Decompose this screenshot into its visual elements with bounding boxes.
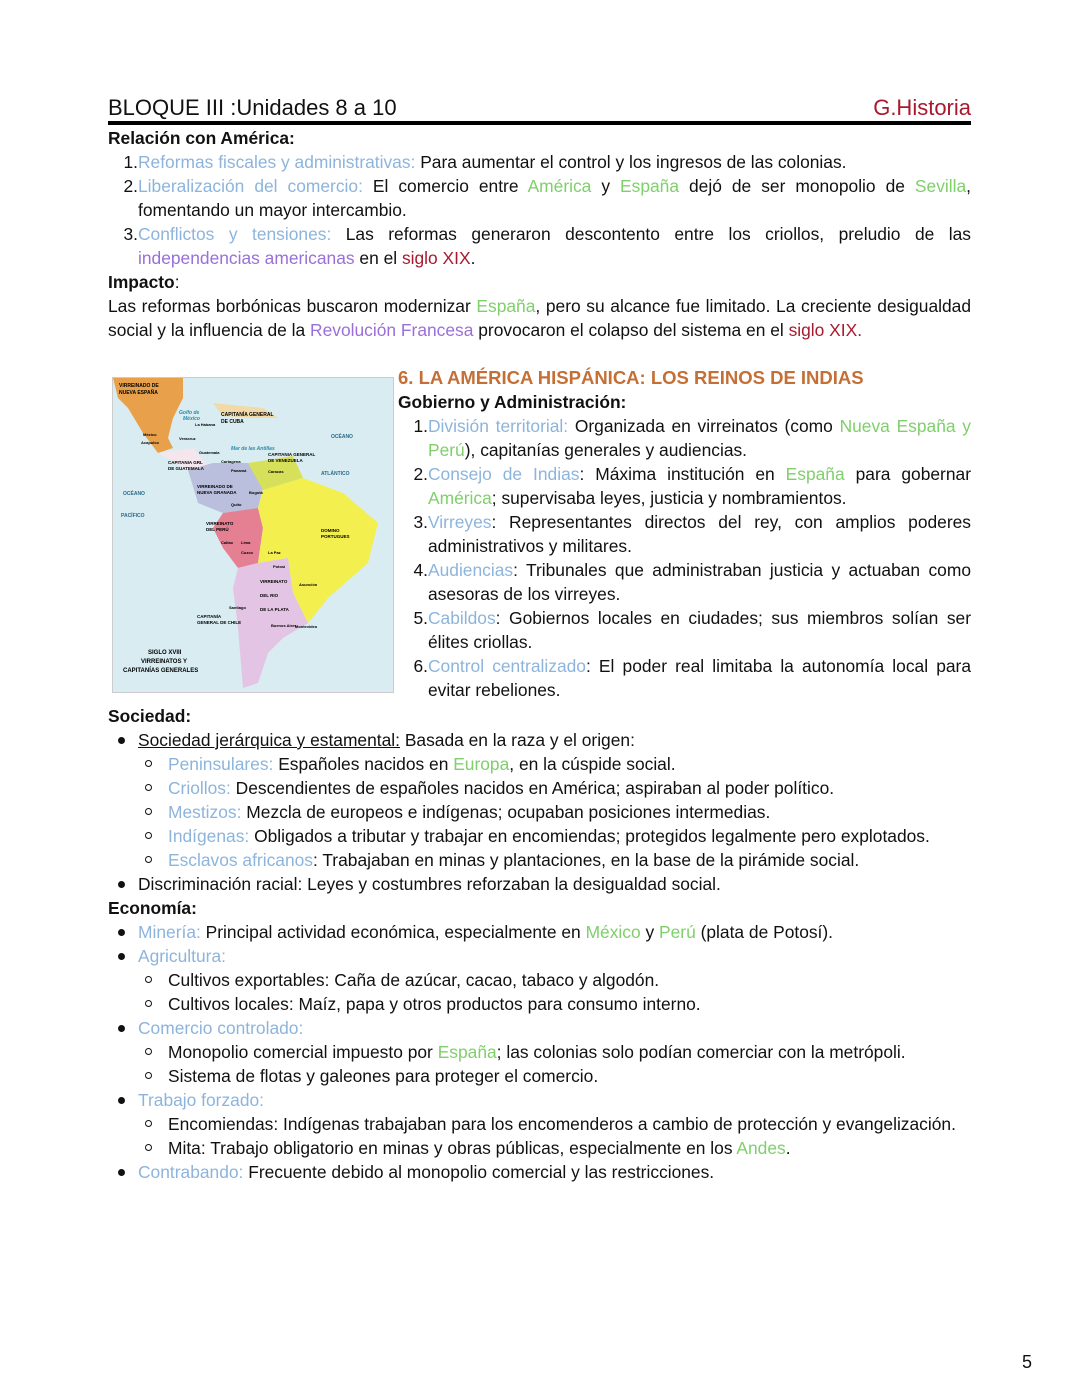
text-segment: Monopolio comercial impuesto por bbox=[168, 1042, 438, 1062]
map-label: CAPITANÍA GENERAL bbox=[221, 412, 274, 418]
highlighted-term: Control centralizado bbox=[428, 656, 586, 676]
map-city: Acapulco bbox=[141, 440, 160, 445]
list-item bbox=[108, 222, 971, 270]
text-segment: . bbox=[785, 1138, 791, 1158]
item-text bbox=[138, 150, 971, 174]
text-segment: : Tribunales que administraban justicia y actuaban como asesoras de los virreyes. bbox=[428, 560, 971, 604]
highlighted-term: División territorial: bbox=[428, 416, 569, 436]
highlighted-term: Reformas fiscales y administrativas: bbox=[138, 152, 416, 172]
text-segment: Cultivos exportables: Caña de azúcar, cacao, tabaco y algodón. bbox=[168, 970, 660, 990]
text-segment: Cultivos locales: Maíz, papa y otros productos para consumo interno. bbox=[168, 994, 701, 1014]
map-label: PORTUGUES bbox=[321, 534, 350, 539]
text-segment: en el bbox=[354, 248, 402, 268]
list-item bbox=[108, 174, 971, 222]
economia-heading: Economía: bbox=[108, 898, 197, 918]
item-text bbox=[138, 944, 971, 968]
item-text bbox=[138, 1088, 971, 1112]
map-title: CAPITANÍAS GENERALES bbox=[123, 668, 199, 674]
map-label: DE LA PLATA bbox=[260, 607, 289, 612]
bullet-icon bbox=[108, 920, 138, 944]
text-segment: Las reformas borbónicas buscaron modernizar bbox=[108, 296, 477, 316]
bullet-icon bbox=[108, 1160, 138, 1184]
highlighted-term: siglo XIX. bbox=[788, 320, 863, 340]
header-subject: G.Historia bbox=[873, 95, 971, 120]
text-segment: y bbox=[640, 922, 660, 942]
relacion-heading: Relación con América: bbox=[108, 128, 295, 148]
map-city: Asunción bbox=[299, 582, 318, 587]
impacto-heading: Impacto bbox=[108, 272, 175, 292]
text-segment: Obligados a tributar y trabajar en encomiendas; protegidos legalmente pero explotados. bbox=[249, 826, 930, 846]
text-segment: Españoles nacidos en bbox=[273, 754, 454, 774]
map-label: DEL RIO bbox=[260, 593, 279, 598]
highlighted-term: siglo XIX bbox=[401, 248, 471, 268]
header-rule bbox=[108, 121, 971, 125]
map-city: Callao bbox=[221, 540, 234, 545]
item-text bbox=[138, 920, 971, 944]
item-text bbox=[168, 1112, 971, 1136]
text-segment: : El poder real limitaba la autonomía local para evitar rebeliones. bbox=[428, 656, 971, 700]
item-text bbox=[428, 462, 971, 510]
text-segment: Organizada en virreinatos (como bbox=[568, 416, 840, 436]
map-label: CAPITANÍA bbox=[197, 614, 222, 619]
list-item bbox=[108, 944, 971, 968]
map-label: ATLÁNTICO bbox=[321, 471, 350, 477]
highlighted-term: España bbox=[785, 464, 845, 484]
text-segment: . bbox=[470, 248, 476, 268]
bullet-icon bbox=[108, 728, 138, 752]
item-text bbox=[428, 558, 971, 606]
highlighted-term: Virreyes bbox=[428, 512, 492, 532]
highlighted-term: Esclavos africanos bbox=[168, 850, 313, 870]
list-item bbox=[108, 848, 971, 872]
item-text bbox=[428, 654, 971, 702]
item-text bbox=[138, 872, 971, 896]
list-item bbox=[108, 1064, 971, 1088]
list-item bbox=[108, 824, 971, 848]
list-item bbox=[398, 462, 971, 510]
text-segment: provocaron el colapso del sistema en el bbox=[473, 320, 789, 340]
map-image bbox=[113, 378, 393, 692]
section-6 bbox=[398, 366, 971, 702]
text-segment: ; las colonias solo podían comerciar con la metrópoli. bbox=[496, 1042, 906, 1062]
list-item bbox=[108, 920, 971, 944]
map-city: Lima bbox=[241, 540, 251, 545]
circle-bullet-icon bbox=[108, 968, 168, 992]
highlighted-term: Cabildos bbox=[428, 608, 496, 628]
section-6-heading: 6. LA AMÉRICA HISPÁNICA: LOS REINOS DE INDIAS bbox=[398, 367, 864, 388]
highlighted-term: Sociedad jerárquica y estamental: bbox=[138, 730, 400, 750]
highlighted-term: Andes bbox=[736, 1138, 786, 1158]
map-title: VIRREINATOS Y bbox=[141, 659, 188, 665]
item-text bbox=[168, 992, 971, 1016]
map-city: Cuzco bbox=[241, 550, 253, 555]
list-item bbox=[108, 1088, 971, 1112]
bullet-icon bbox=[108, 1016, 138, 1040]
map-city: La Paz bbox=[268, 550, 281, 555]
item-text bbox=[138, 1160, 971, 1184]
text-segment: Frecuente debido al monopolio comercial y las restricciones. bbox=[243, 1162, 715, 1182]
circle-bullet-icon bbox=[108, 824, 168, 848]
list-item bbox=[108, 776, 971, 800]
text-segment: Mezcla de europeos e indígenas; ocupaban posiciones intermedias. bbox=[241, 802, 771, 822]
text-segment: : Trabajaban en minas y plantaciones, en la base de la pirámide social. bbox=[312, 850, 860, 870]
text-segment: Sistema de flotas y galeones para proteger el comercio. bbox=[168, 1066, 599, 1086]
map-city: México bbox=[143, 432, 157, 437]
list-item bbox=[108, 992, 971, 1016]
text-segment: (plata de Potosí). bbox=[695, 922, 834, 942]
map-label: México bbox=[183, 416, 200, 422]
text-segment: Principal actividad económica, especialmente en bbox=[200, 922, 586, 942]
circle-bullet-icon bbox=[108, 992, 168, 1016]
circle-bullet-icon bbox=[108, 1064, 168, 1088]
map-label: DOMINO bbox=[321, 528, 340, 533]
map-city: Bogotá bbox=[249, 490, 263, 495]
highlighted-term: España bbox=[620, 176, 680, 196]
item-text bbox=[168, 848, 971, 872]
map-label: VIRREINATO bbox=[260, 579, 288, 584]
list-item bbox=[398, 510, 971, 558]
item-number: 2. bbox=[413, 464, 428, 484]
highlighted-term: Conflictos y tensiones: bbox=[138, 224, 332, 244]
highlighted-term: Minería: bbox=[138, 922, 201, 942]
text-segment: : Gobiernos locales en ciudades; sus miembros solían ser élites criollas. bbox=[428, 608, 971, 652]
list-item bbox=[398, 414, 971, 462]
list-item bbox=[108, 1160, 971, 1184]
map-label: NUEVA GRANADA bbox=[197, 490, 237, 495]
circle-bullet-icon bbox=[108, 1112, 168, 1136]
list-item bbox=[108, 800, 971, 824]
map-label: DE GUATEMALA bbox=[168, 466, 204, 471]
map-title: SIGLO XVIII bbox=[148, 650, 182, 656]
map-label: OCÉANO bbox=[331, 434, 353, 440]
circle-bullet-icon bbox=[108, 848, 168, 872]
text-segment: Descendientes de españoles nacidos en América; aspiraban al poder político. bbox=[230, 778, 835, 798]
text-segment: Discriminación racial: Leyes y costumbres reforzaban la desigualdad social. bbox=[138, 874, 721, 894]
list-item bbox=[108, 728, 971, 752]
item-text bbox=[138, 222, 971, 270]
map-city: La Habana bbox=[195, 422, 216, 427]
map-label: VIRREINADO DE bbox=[197, 484, 233, 489]
list-item bbox=[108, 968, 971, 992]
map-city: Caracas bbox=[268, 469, 284, 474]
circle-bullet-icon bbox=[108, 1040, 168, 1064]
map-city: Montevideo bbox=[295, 624, 318, 629]
page-header bbox=[108, 95, 971, 121]
circle-bullet-icon bbox=[108, 1136, 168, 1160]
map-label: OCÉANO bbox=[123, 491, 145, 497]
text-segment: El comercio entre bbox=[362, 176, 528, 196]
map-city: Santiago bbox=[229, 605, 246, 610]
map-city: Panamá bbox=[231, 468, 247, 473]
map-city: Quito bbox=[231, 502, 242, 507]
item-text bbox=[168, 1040, 971, 1064]
highlighted-term: Contrabando: bbox=[138, 1162, 244, 1182]
map-virreinatos bbox=[112, 377, 394, 693]
text-segment: : Representantes directos del rey, con amplios poderes administrativos y militares. bbox=[428, 512, 971, 556]
highlighted-term: Nueva España y Perú bbox=[428, 416, 971, 460]
list-item bbox=[108, 872, 971, 896]
item-number: 3. bbox=[123, 224, 138, 244]
item-number: 1. bbox=[123, 152, 138, 172]
map-label: NUEVA ESPAÑA bbox=[119, 390, 158, 396]
item-text bbox=[428, 510, 971, 558]
map-label: DEL PERÚ bbox=[206, 527, 229, 532]
highlighted-term: Trabajo forzado: bbox=[138, 1090, 264, 1110]
map-label: DE CUBA bbox=[221, 419, 244, 425]
highlighted-term: Europa bbox=[453, 754, 510, 774]
text-segment: ; supervisaba leyes, justicia y nombramientos. bbox=[491, 488, 847, 508]
bullet-icon bbox=[108, 872, 138, 896]
map-label: Golfo de bbox=[179, 410, 200, 416]
text-segment: Basada en la raza y el origen: bbox=[399, 730, 635, 750]
map-label: GENERAL DE CHILE bbox=[197, 620, 242, 625]
header-title: BLOQUE III :Unidades 8 a 10 bbox=[108, 95, 397, 120]
item-text bbox=[168, 968, 971, 992]
text-segment: Encomiendas: Indígenas trabajaban para los encomenderos a cambio de protección y evangelización. bbox=[168, 1114, 956, 1134]
highlighted-term: México bbox=[585, 922, 641, 942]
page-number: 5 bbox=[1022, 1352, 1033, 1372]
item-number: 6. bbox=[413, 656, 428, 676]
item-number: 4. bbox=[413, 560, 428, 580]
relacion-section bbox=[108, 126, 971, 342]
highlighted-term: Comercio controlado: bbox=[138, 1018, 304, 1038]
text-segment: Para aumentar el control y los ingresos de las colonias. bbox=[415, 152, 847, 172]
highlighted-term: América bbox=[428, 488, 492, 508]
item-text bbox=[168, 1136, 971, 1160]
map-label: PACÍFICO bbox=[121, 513, 145, 519]
highlighted-term: España bbox=[476, 296, 536, 316]
text-segment: , pero su alcance fue limitado. La creciente desigualdad social y la influencia de la bbox=[108, 296, 971, 340]
list-item bbox=[398, 654, 971, 702]
item-text bbox=[168, 776, 971, 800]
gobierno-heading: Gobierno y Administración: bbox=[398, 392, 627, 412]
map-label: DE VENEZUELA bbox=[268, 458, 303, 463]
highlighted-term: Indígenas: bbox=[168, 826, 250, 846]
item-text bbox=[168, 752, 971, 776]
item-number: 2. bbox=[123, 176, 138, 196]
highlighted-term: Criollos: bbox=[168, 778, 231, 798]
list-item bbox=[108, 1136, 971, 1160]
circle-bullet-icon bbox=[108, 800, 168, 824]
list-item bbox=[108, 1112, 971, 1136]
highlighted-term: Consejo de Indias bbox=[428, 464, 580, 484]
highlighted-term: Agricultura: bbox=[138, 946, 226, 966]
map-label: Mar de las Antillas bbox=[231, 446, 275, 452]
map-label: CAPITANIA GRL bbox=[168, 460, 203, 465]
highlighted-term: América bbox=[527, 176, 592, 196]
item-text bbox=[138, 728, 971, 752]
region-peru bbox=[213, 508, 263, 568]
bullet-icon bbox=[108, 944, 138, 968]
list-item bbox=[108, 1016, 971, 1040]
item-text bbox=[428, 414, 971, 462]
text-segment: y bbox=[591, 176, 621, 196]
highlighted-term: independencias americanas bbox=[138, 248, 355, 268]
map-city: Veracruz bbox=[179, 436, 196, 441]
item-text bbox=[138, 174, 971, 222]
list-item bbox=[108, 752, 971, 776]
highlighted-term: Sevilla bbox=[914, 176, 967, 196]
map-label: CAPITANIA GENERAL bbox=[268, 452, 316, 457]
item-number: 5. bbox=[413, 608, 428, 628]
highlighted-term: Audiencias bbox=[428, 560, 514, 580]
highlighted-term: España bbox=[437, 1042, 497, 1062]
list-item bbox=[108, 150, 971, 174]
item-number: 1. bbox=[413, 416, 428, 436]
text-segment: para gobernar bbox=[844, 464, 971, 484]
list-item bbox=[398, 606, 971, 654]
map-city: Buenos Aires bbox=[271, 623, 297, 628]
item-text bbox=[168, 800, 971, 824]
map-label: VIRREINATO bbox=[206, 521, 234, 526]
text-segment: Las reformas generaron descontento entre los criollos, preludio de las bbox=[331, 224, 971, 244]
map-label: VIRREINADO DE bbox=[119, 383, 159, 389]
list-item bbox=[108, 1040, 971, 1064]
map-city: Guatemala bbox=[199, 450, 220, 455]
text-segment: Mita: Trabajo obligatorio en minas y obras públicas, especialmente en los bbox=[168, 1138, 737, 1158]
map-city: Cartagena bbox=[221, 459, 241, 464]
list-item bbox=[398, 558, 971, 606]
item-number: 3. bbox=[413, 512, 428, 532]
text-segment: , fomentando un mayor intercambio. bbox=[138, 176, 971, 220]
sociedad-economia bbox=[108, 704, 971, 1184]
item-text bbox=[168, 1064, 971, 1088]
sociedad-heading: Sociedad: bbox=[108, 706, 192, 726]
highlighted-term: Mestizos: bbox=[168, 802, 242, 822]
text-segment: : Máxima institución en bbox=[579, 464, 786, 484]
bullet-icon bbox=[108, 1088, 138, 1112]
highlighted-term: Peninsulares: bbox=[168, 754, 274, 774]
impacto-paragraph bbox=[108, 294, 971, 342]
map-city: Potosí bbox=[273, 564, 286, 569]
text-segment: dejó de ser monopolio de bbox=[679, 176, 915, 196]
item-text bbox=[168, 824, 971, 848]
highlighted-term: Perú bbox=[659, 922, 696, 942]
impacto-colon: : bbox=[174, 272, 180, 292]
circle-bullet-icon bbox=[108, 752, 168, 776]
item-text bbox=[138, 1016, 971, 1040]
item-text bbox=[428, 606, 971, 654]
highlighted-term: Revolución Francesa bbox=[310, 320, 474, 340]
highlighted-term: Liberalización del comercio: bbox=[138, 176, 363, 196]
text-segment: ), capitanías generales y audiencias. bbox=[464, 440, 748, 460]
circle-bullet-icon bbox=[108, 776, 168, 800]
text-segment: , en la cúspide social. bbox=[509, 754, 676, 774]
